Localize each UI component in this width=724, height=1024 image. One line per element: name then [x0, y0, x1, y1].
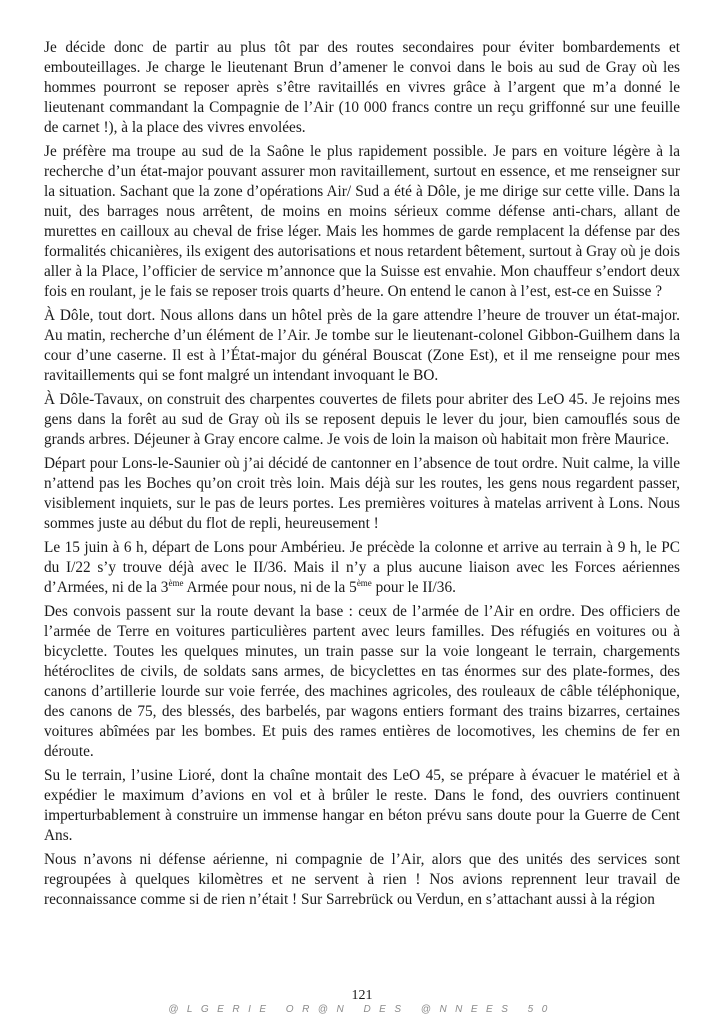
- paragraph-convoys: Des convois passent sur la route devant la base : ceux de l’armée de l’Air en ordre. Des officiers de l’armée de Terre en voitures particulières partent avec leurs familles. Des réfugiés en voitures ou à bicyclette. Toutes les quelques minutes, un train passe sur la voie longeant le terrain, chargements hétéroclites de civils, de soldats sans armes, de bicyclettes en tas énormes sur des plate-formes, des canons d’artillerie lourde sur voie ferrée, des machines agricoles, des rouleaux de câble téléphonique, des canons de 75, des blessés, des barbelés, par wagons entiers formant des trains bizarres, certaines voitures abîmées par les bombes. Et puis des rames entières de locomotives, les chemins de fer en déroute.: [44, 603, 680, 760]
- paragraph-departure: Je décide donc de partir au plus tôt par des routes secondaires pour éviter bombardements et embouteillages. Je charge le lieutenant Brun d’amener le convoi dans le bois au sud de Gray où les hommes pourront se reposer après s’être ravitaillés en vivres grâce à l’argent que m’a donné le lieutenant commandant la Compagnie de l’Air (10 000 francs contre un reçu griffonné sur une feuille de carnet !), à la place des vivres envolées.: [44, 39, 680, 136]
- paragraph-liore-factory: Su le terrain, l’usine Lioré, dont la chaîne montait des LeO 45, se prépare à évacuer le matériel et à expédier le maximum d’avions en vol et à brûler le reste. Dans le fond, des ouvriers continuent imperturbablement à construire un immense hangar en béton prévu sans doute pour la Guerre de Cent Ans.: [44, 767, 680, 844]
- paragraph-june-15-text-2: Armée pour nous, ni de la 5: [183, 579, 357, 596]
- paragraph-air-defense: Nous n’avons ni défense aérienne, ni compagnie de l’Air, alors que des unités des services sont regroupées à quelques kilomètres et ne servent à rien ! Nos avions reprennent leur travail de reconnaissance comme si de rien n’était ! Sur Sarrebrück ou Verdun, en s’attachant aussi à la région: [44, 851, 680, 908]
- page-body: [44, 38, 680, 914]
- paragraph-dole: À Dôle, tout dort. Nous allons dans un hôtel près de la gare attendre l’heure de trouver un état-major. Au matin, recherche d’un élément de l’Air. Je tombe sur le lieutenant-colonel Gibbon-Guilhem dans la cour d’une caserne. Il est à l’État-major du général Bouscat (Zone Est), et il me renseigne pour mes ravitaillements qui se font malgré un intendant invoquant le BO.: [44, 307, 680, 384]
- superscript-eme-2: ème: [356, 577, 372, 588]
- footer-watermark: @LGERIE OR@N DES @NNEES 50: [168, 1004, 556, 1015]
- paragraph-saone: Je préfère ma troupe au sud de la Saône le plus rapidement possible. Je pars en voiture légère à la recherche d’un état-major pouvant assurer mon ravitaillement, surtout en essence, et me renseigner sur la situation. Sachant que la zone d’opérations Air/ Sud a été à Dôle, je me dirige sur cette ville. Dans la nuit, des barrages nous arrêtent, de moins en moins sérieux comme défense anti-chars, allant de murettes en cailloux au cheval de frise léger. Mais les hommes de garde remplacent la défense par des formalités chicanières, ils exigent des autorisations et nous retardent bêtement, surtout à Gray où je dois aller à la Place, l’officier de service m’annonce que la Suisse est envahie. Mon chauffeur s’endort deux fois en roulant, je le fais se reposer trois quarts d’heure. On entend le canon à l’est, est-ce en Suisse ?: [44, 143, 680, 300]
- paragraph-june-15: [44, 538, 680, 598]
- paragraph-june-15-text-3: pour le II/36.: [371, 579, 456, 596]
- paragraph-dole-tavaux: À Dôle-Tavaux, on construit des charpentes couvertes de filets pour abriter des LeO 45. Je rejoins mes gens dans la forêt au sud de Gray où ils se reposent depuis le lever du jour, bien camouflés sous de grands arbres. Déjeuner à Gray encore calme. Je vois de loin la maison où habitait mon frère Maurice.: [44, 391, 680, 448]
- paragraph-june-15-text-1: Le 15 juin à 6 h, départ de Lons pour Ambérieu. Je précède la colonne et arrive au terrain à 9 h, le PC du I/22 s’y trouve déjà avec le II/36. Mais il n’y a plus aucune liaison avec les Forces aériennes d’Armées, ni de la 3: [44, 539, 680, 596]
- paragraph-lons: Départ pour Lons-le-Saunier où j’ai décidé de cantonner en l’absence de tout ordre. Nuit calme, la ville n’attend pas les Boches qu’on croit très loin. Mais déjà sur les routes, les gens nous regardent passer, visiblement inquiets, sur le pas de leurs portes. Les premières voitures à matelas arrivent à Lons. Nous sommes juste au début du flot de repli, heureusement !: [44, 455, 680, 532]
- superscript-eme-1: ème: [168, 577, 184, 588]
- page-number: 121: [351, 988, 373, 1003]
